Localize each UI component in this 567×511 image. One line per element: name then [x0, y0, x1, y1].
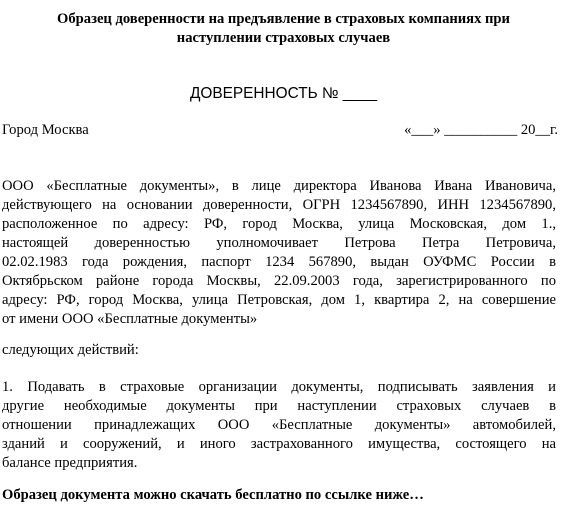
download-note: Образец документа можно скачать бесплатно по ссылке ниже… — [2, 487, 424, 503]
item-1-line: балансе предприятия. — [2, 455, 138, 471]
city-label: Город Москва — [2, 122, 89, 138]
item-1-line: зданий и сооружений, и иного застрахованного имущества, состоящего на — [2, 436, 556, 452]
item-1-line: другие необходимые документы при наступлении страховых случаев в — [2, 398, 556, 414]
intro-line: Октябрьском районе города Москвы, 22.09.2003 года, зарегистрированного по — [2, 273, 556, 289]
intro-line: ООО «Бесплатные документы», в лице директора Иванова Ивана Ивановича, — [2, 178, 556, 194]
item-1-line: 1. Подавать в страховые организации документы, подписывать заявления и — [2, 379, 556, 395]
document-title-line-2: наступлении страховых случаев — [176, 30, 391, 46]
intro-line: действующего на основании доверенности, ОГРН 1234567890, ИНН 1234567890, — [2, 197, 556, 213]
intro-line: от имени ООО «Бесплатные документы» — [2, 311, 258, 327]
document-title-line-1: Образец доверенности на предъявление в страховых компаниях при — [57, 11, 510, 27]
intro-line: адресу: РФ, город Москва, улица Петровская, дом 1, квартира 2, на совершение — [2, 292, 556, 308]
item-1-line: отношении принадлежащих ООО «Бесплатные документы» автомобилей, — [2, 417, 556, 433]
date-placeholder: «___» __________ 20__г. — [404, 122, 558, 138]
intro-line: 02.02.1983 года рождения, паспорт 1234 567890, выдан ОУФМС России в — [2, 254, 556, 270]
intro-line: настоящей доверенностью уполномочивает Петрова Петра Петровича, — [2, 235, 556, 251]
power-of-attorney-heading: ДОВЕРЕННОСТЬ № ____ — [189, 85, 378, 102]
intro-line: расположенное по адресу: РФ, город Москва, улица Московская, дом 1., — [2, 216, 556, 232]
actions-label: следующих действий: — [2, 342, 139, 358]
